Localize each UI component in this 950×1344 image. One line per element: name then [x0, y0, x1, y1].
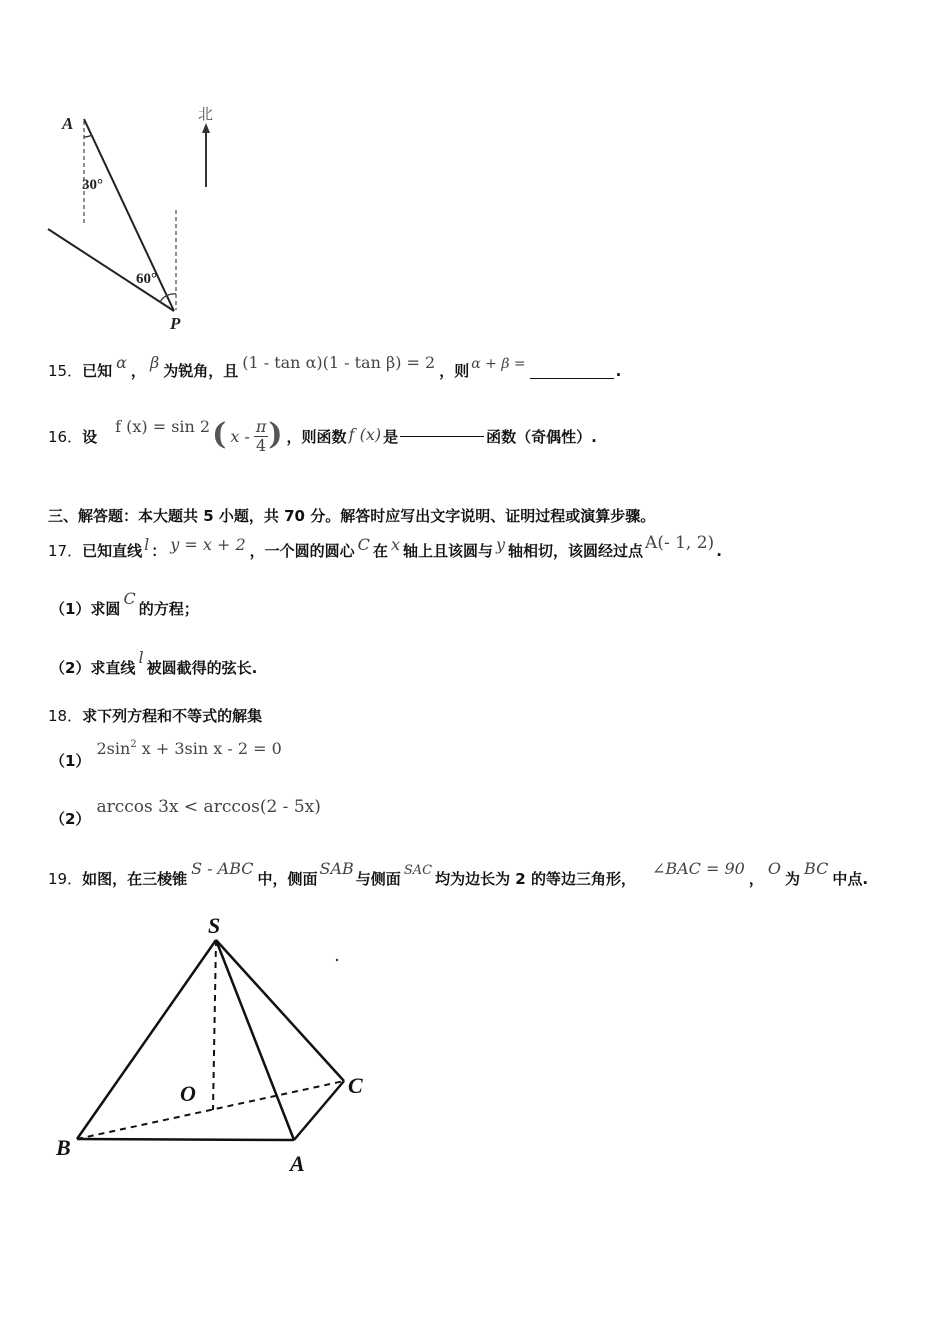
q16-text-1: 设	[82, 427, 98, 446]
q17-number: 17．	[48, 542, 83, 560]
q17-p2-l: l	[138, 648, 144, 667]
pyramid-label-C: C	[348, 1073, 363, 1098]
q17-text-4: 在	[372, 542, 388, 560]
q17-p1-text: 的方程；	[138, 600, 199, 618]
q19-sac: SAC	[403, 863, 433, 878]
q15-sep: ，	[130, 362, 146, 380]
edge-BC-hidden	[77, 1081, 344, 1139]
question-18	[48, 705, 262, 726]
q18-p1-label: （1）	[50, 752, 91, 770]
q17-part-2	[50, 648, 258, 678]
q19-BC: BC	[804, 859, 829, 878]
q17-p2-label: （2）求直线	[50, 659, 136, 677]
q17-text-3: ，一个圆的圆心	[249, 542, 355, 560]
edge-AC	[294, 1081, 344, 1140]
q17-text-2: ：	[151, 542, 167, 560]
q19-text-1: 如图，在三棱锥	[82, 870, 188, 888]
q19-sab: SAB	[319, 859, 354, 878]
q16-fraction	[254, 418, 269, 454]
q17-x: x	[390, 535, 400, 554]
section-3-title: 三、解答题：本大题共 5 小题，共 70 分。解答时应写出文字说明、证明过程或演算步骤。	[48, 507, 656, 525]
q18-part-2	[50, 796, 321, 828]
q18-p2-label: （2）	[50, 810, 91, 828]
q16-number: 16．	[48, 427, 83, 446]
q16-paren-right: )	[268, 416, 283, 452]
q16-text-2: ，则函数	[286, 427, 347, 446]
q18-p2-ineq: arccos 3x < arccos(2 - 5x)	[96, 797, 321, 817]
q15-text-3: ，则	[439, 362, 470, 380]
edge-SA	[216, 940, 294, 1140]
height-SO-hidden	[213, 940, 216, 1110]
q15-text-1: 已知	[82, 362, 113, 380]
q17-point-A: A(- 1, 2)	[645, 533, 715, 553]
pyramid-label-O: O	[180, 1081, 196, 1106]
q15-beta: β	[149, 353, 160, 372]
north-arrow-head	[202, 123, 210, 133]
q17-C: C	[357, 535, 370, 554]
q18-number: 18．	[48, 707, 83, 725]
bearing-figure	[40, 95, 240, 340]
q19-O: O	[767, 859, 781, 878]
stray-dot	[336, 959, 338, 961]
question-15	[48, 353, 622, 381]
question-19	[48, 859, 869, 889]
q17-end: .	[716, 542, 722, 560]
q18-p1-eq-a: 2sin	[96, 739, 131, 758]
q19-text-4: 均为边长为 2 的等边三角形，	[435, 870, 636, 888]
pyramid-label-S: S	[208, 913, 221, 938]
q16-pi: π	[255, 417, 267, 436]
q19-text-3: 与侧面	[355, 870, 401, 888]
q19-angle: ∠BAC = 90	[651, 859, 745, 878]
angle-30-label: 30°	[82, 177, 103, 193]
q16-text-4: 函数（奇偶性）.	[486, 427, 597, 446]
q15-sum: α + β =	[471, 356, 526, 372]
north-label: 北	[198, 107, 214, 123]
question-16	[48, 418, 597, 454]
edge-SB	[77, 940, 216, 1139]
q17-y: y	[495, 535, 506, 554]
label-A: A	[62, 114, 74, 133]
angle-60-label: 60°	[136, 271, 157, 287]
pyramid-label-B: B	[56, 1135, 71, 1160]
q16-text-3: 是	[383, 427, 399, 446]
angle-arc-30	[84, 135, 92, 137]
edge-SC	[216, 940, 344, 1081]
q18-title: 求下列方程和不等式的解集	[82, 707, 263, 725]
q15-end: .	[615, 362, 622, 380]
q16-function: f (x) = sin 2	[115, 416, 211, 436]
q17-part-1	[50, 589, 199, 619]
q19-text-5: 为	[785, 870, 801, 888]
q15-alpha: α	[116, 353, 127, 372]
q15-number: 15．	[48, 362, 83, 380]
q16-x-minus: x -	[230, 426, 250, 446]
q19-pyramid: S - ABC	[191, 859, 254, 878]
q17-text-6: 轴相切，该圆经过点	[508, 542, 644, 560]
q19-text-6: 中点.	[832, 870, 869, 888]
label-P: P	[170, 314, 181, 333]
q16-fx: f (x)	[348, 424, 382, 444]
q17-l: l	[144, 535, 150, 554]
edge-BA	[77, 1139, 294, 1140]
q18-p1-eq-b: x + 3sin x - 2 = 0	[136, 739, 282, 758]
q16-paren-left: (	[212, 416, 227, 452]
q19-number: 19．	[48, 870, 83, 888]
question-17	[48, 533, 722, 561]
q17-p1-C: C	[123, 589, 136, 608]
q17-text-1: 已知直线	[82, 542, 143, 560]
q18-p1-sup: 2	[130, 739, 137, 750]
q15-equation: (1 - tan α)(1 - tan β) = 2	[242, 353, 436, 372]
q19-text-2: 中，侧面	[257, 870, 318, 888]
q17-p1-label: （1）求圆	[50, 600, 121, 618]
q15-text-2: 为锐角，且	[163, 362, 239, 380]
q17-p2-text: 被圆截得的弦长.	[146, 659, 258, 677]
q15-answer-blank	[530, 377, 614, 379]
q16-denominator: 4	[255, 435, 267, 455]
q16-answer-blank	[400, 435, 484, 437]
pyramid-label-A: A	[290, 1151, 305, 1176]
q17-line-eq: y = x + 2	[170, 535, 246, 554]
pyramid-figure	[50, 905, 390, 1180]
q17-text-5: 轴上且该圆与	[402, 542, 493, 560]
q18-part-1	[50, 738, 282, 770]
q19-sep: ，	[748, 870, 764, 888]
